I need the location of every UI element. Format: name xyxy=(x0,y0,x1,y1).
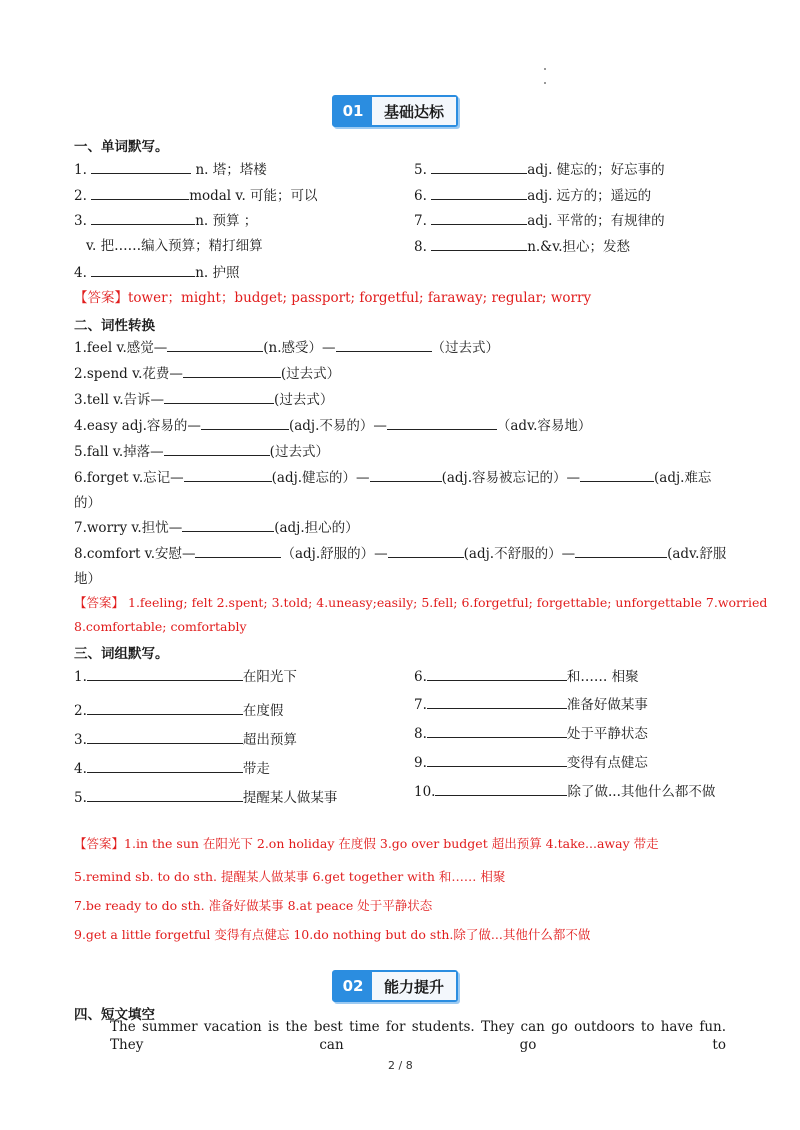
list-item: 7. 准备好做某事 xyxy=(414,697,648,713)
list-item: 7.worry v.担忧— (adj.担心的） xyxy=(74,520,359,536)
list-item: 8.comfort v.安慰— （adj.舒服的）— (adj.不舒服的）— (adv.舒服 xyxy=(74,546,727,562)
answer-line: 7.be ready to do sth. 准备好做某事 8.at peace 处于平静状态 xyxy=(74,898,433,913)
list-item: 3. 超出预算 xyxy=(74,732,297,748)
list-item: 3. n. 预算 ； xyxy=(74,213,258,229)
answer-line: 【答案】tower；might；budget; passport; forgetful; faraway; regular; worry xyxy=(74,290,592,306)
section-number: 02 xyxy=(334,972,372,1000)
list-item: 8. n.&v.担心；发愁 xyxy=(414,239,631,255)
list-item: 1.feel v.感觉— (n.感受）— （过去式） xyxy=(74,340,500,356)
part4-heading: 四、短文填空 xyxy=(74,1007,155,1023)
part1-heading: 一、单词默写。 xyxy=(74,139,169,155)
answer-line: 【答案】 1.feeling; felt 2.spent; 3.told; 4.uneasy;easily; 5.fell; 6.forgetful; forgettable; unforgettable 7.worried xyxy=(74,595,768,610)
list-item: 10. 除了做...其他什么都不做 xyxy=(414,784,716,800)
list-item: 2. 在度假 xyxy=(74,703,284,719)
list-item: 1. 在阳光下 xyxy=(74,669,297,685)
section-title: 能力提升 xyxy=(372,972,456,1000)
list-item: v. 把……编入预算；精打细算 xyxy=(86,238,263,254)
list-item: 4. n. 护照 xyxy=(74,265,240,281)
list-item: 4. 带走 xyxy=(74,761,270,777)
part2-heading: 二、词性转换 xyxy=(74,318,155,334)
answer-line: 【答案】1.in the sun 在阳光下 2.on holiday 在度假 3.go over budget 超出预算 4.take...away 带走 xyxy=(74,836,659,851)
list-item: 5. adj. 健忘的；好忘事的 xyxy=(414,162,665,178)
answer-line: 5.remind sb. to do sth. 提醒某人做某事 6.get together with 和…… 相聚 xyxy=(74,869,506,884)
list-item: 5. 提醒某人做某事 xyxy=(74,790,338,806)
page-number: 2 / 8 xyxy=(388,1059,413,1072)
decor-dot xyxy=(544,68,546,70)
list-item: 2.spend v.花费— (过去式） xyxy=(74,366,341,382)
section-title: 基础达标 xyxy=(372,97,456,125)
list-item: 的） xyxy=(74,495,101,511)
section-badge-02 xyxy=(332,970,458,1002)
list-item: 7. adj. 平常的；有规律的 xyxy=(414,213,665,229)
answer-line: 8.comfortable; comfortably xyxy=(74,619,247,634)
section-badge-01 xyxy=(332,95,458,127)
list-item: 1. n. 塔；塔楼 xyxy=(74,162,267,178)
list-item: 3.tell v.告诉— (过去式） xyxy=(74,392,334,408)
part3-heading: 三、词组默写。 xyxy=(74,646,169,662)
list-item: 9. 变得有点健忘 xyxy=(414,755,648,771)
section-number: 01 xyxy=(334,97,372,125)
list-item: 6.forget v.忘记— (adj.健忘的）— (adj.容易被忘记的）— (adj.难忘 xyxy=(74,470,712,486)
list-item: 2. modal v. 可能；可以 xyxy=(74,188,318,204)
passage-text: The summer vacation is the best time for students. They can go outdoors to have fun. They can go to xyxy=(110,1019,726,1053)
list-item: 6. 和…… 相聚 xyxy=(414,669,639,685)
list-item: 地） xyxy=(74,571,101,587)
decor-dot xyxy=(544,82,546,84)
list-item: 4.easy adj.容易的— (adj.不易的）— （adv.容易地） xyxy=(74,418,592,434)
list-item: 8. 处于平静状态 xyxy=(414,726,648,742)
list-item: 6. adj. 远方的；遥远的 xyxy=(414,188,652,204)
answer-line: 9.get a little forgetful 变得有点健忘 10.do nothing but do sth.除了做...其他什么都不做 xyxy=(74,927,591,942)
list-item: 5.fall v.掉落— (过去式） xyxy=(74,444,329,460)
